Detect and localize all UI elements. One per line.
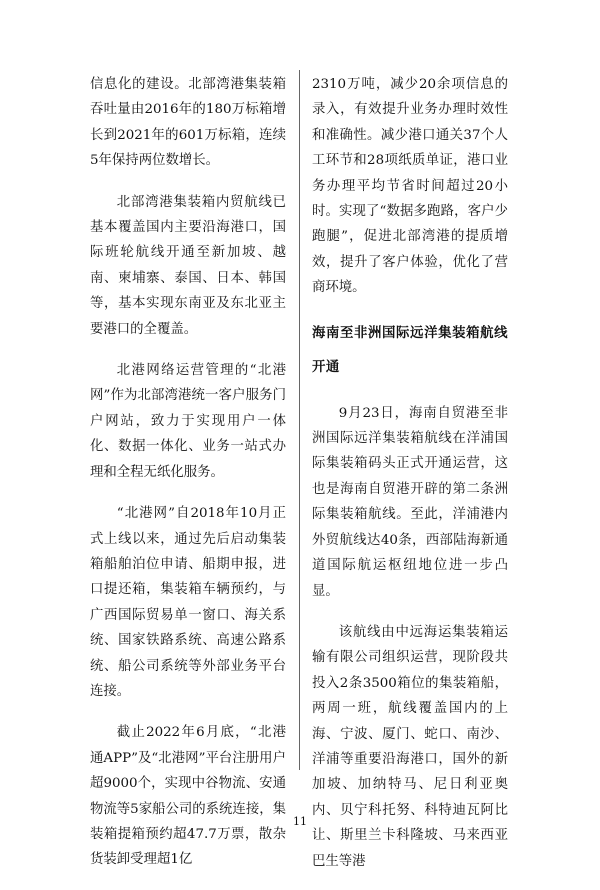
left-paragraph-2: 北部湾港集装箱内贸航线已基本覆盖国内主要沿海港口，国际班轮航线开通至新加坡、越南、柬埔寨、泰国、日本、韩国等，基本实现东南亚及东北亚主要港口的全覆盖。: [90, 194, 286, 337]
left-paragraph-1: 信息化的建设。北部湾港集装箱吞吐量由2016年的180万标箱增长到2021年的601万标箱，连续5年保持两位数增长。: [90, 77, 286, 169]
right-paragraph-1: 2310万吨，减少20余项信息的录入，有效提升业务办理时效性和准确性。减少港口通关37个人工环节和28项纸质单证，港口业务办理平均节省时间超过20小时。实现了“数据多跑路，客户少跑腿”，促进北部湾港的提质增效，提升了客户体验，优化了营商环境。: [312, 77, 508, 296]
right-paragraph-3: 该航线由中远海运集装箱运输有限公司组织运营，现阶段共投入2条3500箱位的集装箱船，两周一班，航线覆盖国内的上海、宁波、厦门、蛇口、南沙、洋浦等重要沿海港口，国外的新加坡、加纳特马、尼日利亚奥内、贝宁科托努、科特迪瓦阿比让、斯里兰卡科隆坡、马来西亚巴生等港: [312, 624, 508, 869]
left-column: [90, 72, 286, 889]
section-heading: 海南至非洲国际远洋集装箱航线开通: [312, 325, 508, 375]
right-column: [312, 72, 508, 890]
column-divider: [299, 70, 300, 770]
left-paragraph-4: “北港网”自2018年10月正式上线以来，通过先后启动集装箱船舶泊位申请、船期申报，进口提还箱，集装箱车辆预约，与广西国际贸易单一窗口、海关系统、国家铁路系统、高速公路系统、船公司系统等外部业务平台连接。: [90, 506, 286, 699]
page-number: 11: [293, 815, 307, 828]
left-paragraph-3: 北港网络运营管理的“北港网”作为北部湾港统一客户服务门户网站，致力于实现用户一体化、数据一体化、业务一站式办理和全程无纸化服务。: [90, 363, 286, 480]
left-paragraph-5: 截止2022年6月底，“北港通APP”及“北港网”平台注册用户超9000个，实现中谷物流、安通物流等5家船公司的系统连接，集装箱提箱预约超47.7万票，散杂货装卸受理超1亿: [90, 725, 286, 868]
right-paragraph-2: 9月23日，海南自贸港至非洲国际远洋集装箱航线在洋浦国际集装箱码头正式开通运营，这也是海南自贸港开辟的第二条洲际集装箱航线。至此，洋浦港内外贸航线达40条，西部陆海新通道国际航运枢纽地位进一步凸显。: [312, 405, 508, 599]
